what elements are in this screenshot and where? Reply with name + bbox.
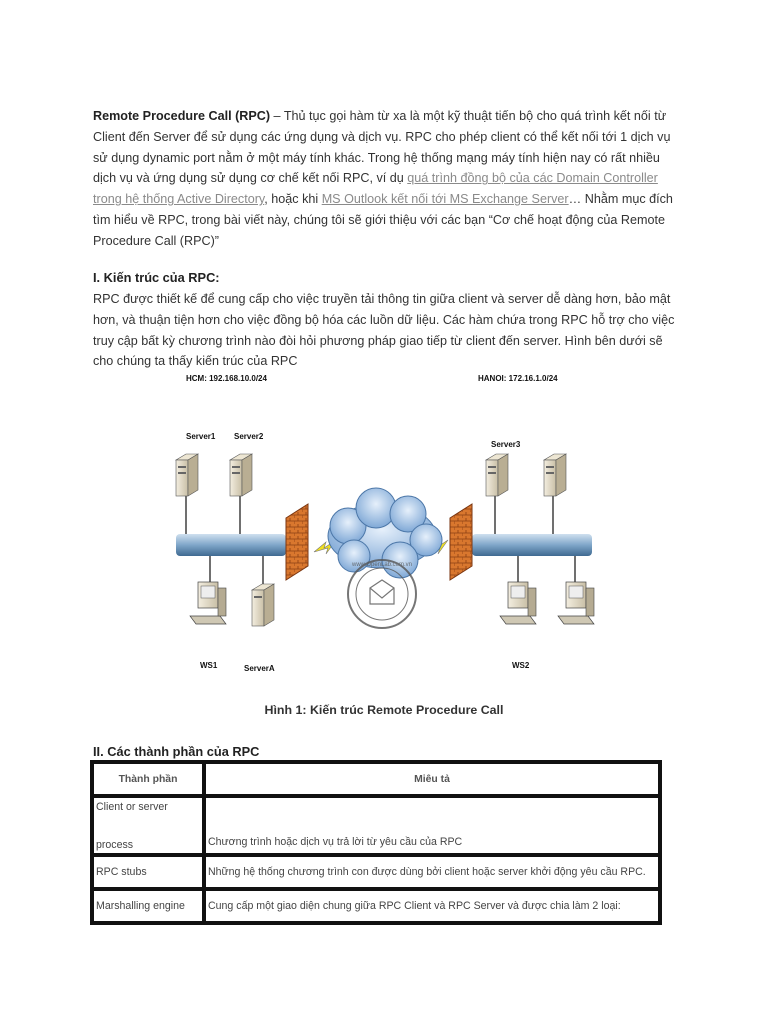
left-backbone xyxy=(176,534,286,556)
component-description: Chương trình hoặc dịch vụ trả lời từ yêu cầu của RPC xyxy=(208,836,463,848)
server-right-icon xyxy=(544,454,566,496)
table-cell-description: Cung cấp một giao diện chung giữa RPC Client và RPC Server và được chia làm 2 loại: xyxy=(204,889,660,923)
server1-icon xyxy=(176,432,216,496)
intro-text-2: , hoặc khi xyxy=(264,192,322,207)
server1-label: Server1 xyxy=(186,432,216,441)
ws1-workstation-icon xyxy=(190,582,226,670)
table-cell-description xyxy=(204,796,660,855)
table-cell-component: Marshalling engine xyxy=(92,889,204,923)
link-domain-controller-sync[interactable]: quá trình đồng bộ của các Domain Controller trong hệ thống Active Directory xyxy=(93,171,658,207)
workstation-right-icon xyxy=(558,582,594,624)
server2-icon xyxy=(230,432,264,496)
rpc-architecture-diagram xyxy=(150,368,620,680)
table-header-row xyxy=(92,762,660,796)
site-label-hanoi: HANOI: 172.16.1.0/24 xyxy=(478,374,558,383)
ws2-workstation-icon xyxy=(500,582,536,670)
section2-heading: II. Các thành phần của RPC xyxy=(93,744,260,759)
table-row xyxy=(92,889,660,923)
watermark-text: www.OpenLab.com.vn xyxy=(351,562,413,568)
table-header-component: Thành phần xyxy=(92,762,204,796)
server3-label: Server3 xyxy=(491,440,521,449)
firewall-right-icon xyxy=(450,504,472,580)
link-outlook-exchange[interactable]: MS Outlook kết nối tới MS Exchange Server xyxy=(321,192,569,207)
ws1-label: WS1 xyxy=(200,661,218,670)
ws2-label: WS2 xyxy=(512,661,530,670)
server3-icon xyxy=(486,440,521,496)
section1-heading: I. Kiến trúc của RPC: xyxy=(93,270,220,285)
servera-label: ServerA xyxy=(244,664,275,673)
intro-text-3: … Nhằm mục đích tìm hiểu về RPC, trong bài viết này, chúng tôi sẽ giới thiệu với các bạn “Cơ chế hoạt động của Remote Procedure Call (RPC)” xyxy=(93,192,673,248)
section1-body: RPC được thiết kế để cung cấp cho việc truyền tải thông tin giữa client và server dễ dàng hơn, bảo mật hơn, và thuận tiện hơn cho việc đồng bộ hóa các luồn dữ liệu. Các hàm chứa trong RPC hỗ trợ cho việc truy cập bất kỳ chương trình nào đòi hỏi phương pháp giao tiếp từ client đến server. Hình bên dưới sẽ cho chúng ta thấy kiến trúc của RPC xyxy=(93,292,675,369)
figure-caption: Hình 1: Kiến trúc Remote Procedure Call xyxy=(264,703,504,717)
component-name-line2: process xyxy=(96,838,134,851)
table-header-description: Miêu tả xyxy=(204,762,660,796)
table-row xyxy=(92,796,660,855)
right-backbone xyxy=(472,534,592,556)
servera-icon xyxy=(244,584,275,673)
table-row xyxy=(92,855,660,889)
openlab-watermark-stamp xyxy=(348,560,416,628)
table-cell-description: Những hệ thống chương trình con được dùng bởi client hoặc server khởi động yêu cầu RPC. xyxy=(204,855,660,889)
intro-term: Remote Procedure Call (RPC) xyxy=(93,109,271,123)
server2-label: Server2 xyxy=(234,432,264,441)
intro-text-1: – Thủ tục gọi hàm từ xa là một kỹ thuật tiến bộ cho quá trình kết nối từ Client đến Server để sử dụng các ứng dụng và dịch vụ. RPC cho phép client có thể kết nối tới 1 dịch vụ sử dụng dynamic port nằm ở một máy tính khác. Trong hệ thống mạng máy tính hiện nay có rất nhiều dịch vụ và ứng dụng sử dụng cơ chế kết nối RPC, ví dụ xyxy=(93,109,671,186)
component-name-line1: Client or server xyxy=(96,800,168,813)
site-label-hcm: HCM: 192.168.10.0/24 xyxy=(186,374,267,383)
firewall-left-icon xyxy=(286,504,308,580)
rpc-components-table xyxy=(90,760,662,925)
table-cell-component xyxy=(92,796,204,855)
table-cell-component: RPC stubs xyxy=(92,855,204,889)
intro-paragraph xyxy=(93,106,683,252)
